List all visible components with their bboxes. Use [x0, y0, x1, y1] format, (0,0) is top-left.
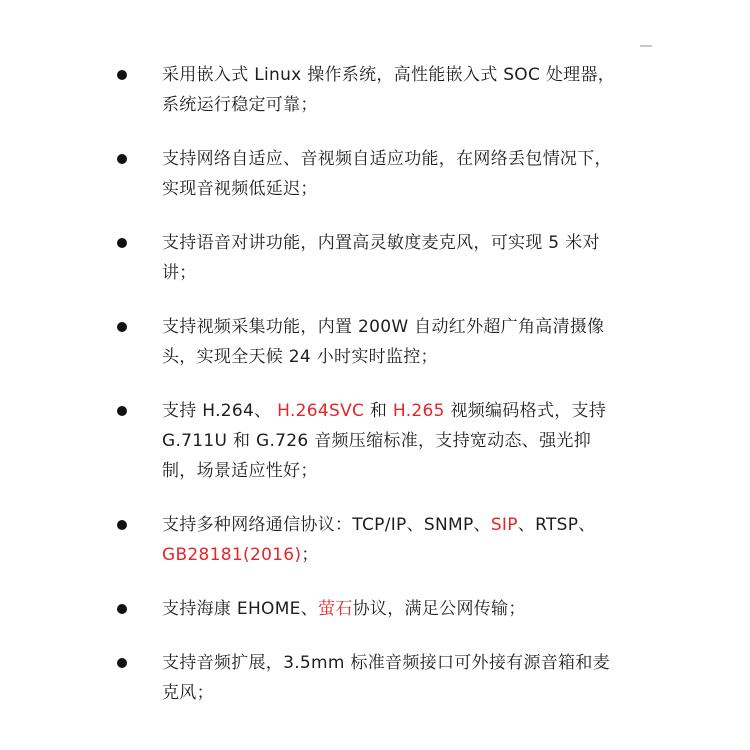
feature-item-codec — [0, 396, 620, 486]
feature-text: 支持语音对讲功能，内置高灵敏度麦克风，可实现 5 米对讲； — [162, 233, 600, 283]
feature-text: 支持视频采集功能，内置 200W 自动红外超广角高清摄像头，实现全天候 24 小时实时监控； — [162, 317, 605, 367]
highlighted-text: H.265 — [392, 401, 445, 421]
feature-text: 支持多种网络通信协议：TCP/IP、SNMP、 — [162, 515, 491, 535]
bullet-icon — [117, 406, 127, 416]
bullet-icon — [117, 658, 127, 668]
bullet-icon — [117, 322, 127, 332]
feature-text: 和 — [364, 401, 393, 421]
bullet-icon — [117, 520, 127, 530]
feature-item-intercom — [0, 228, 620, 288]
feature-item-audio-ext — [0, 648, 620, 708]
feature-item-ehome — [0, 594, 620, 624]
bullet-icon — [117, 238, 127, 248]
feature-item-os — [0, 60, 620, 120]
bullet-icon — [117, 604, 127, 614]
feature-text: 支持海康 EHOME、 — [162, 599, 319, 619]
highlighted-text: H.264SVC — [277, 401, 365, 421]
feature-text: 视频编码格式，支持 G.711U 和 G.726 音频压缩标准，支持宽动态、强光抑制，场景适应性好； — [162, 401, 607, 481]
feature-text: ； — [301, 545, 319, 565]
feature-text: 采用嵌入式 Linux 操作系统，高性能嵌入式 SOC 处理器，系统运行稳定可靠； — [162, 65, 616, 115]
highlighted-text: GB28181(2016) — [162, 545, 302, 565]
highlighted-text: SIP — [490, 515, 518, 535]
feature-list — [0, 60, 750, 732]
feature-item-protocols — [0, 510, 620, 570]
feature-item-video-capture — [0, 312, 620, 372]
highlighted-text: 萤石 — [318, 599, 353, 619]
bullet-icon — [117, 154, 127, 164]
scroll-marker — [640, 45, 652, 47]
feature-text: 、RTSP、 — [517, 515, 596, 535]
feature-text: 支持 H.264、 — [162, 401, 278, 421]
feature-item-adaptive — [0, 144, 620, 204]
feature-text: 支持音频扩展，3.5mm 标准音频接口可外接有源音箱和麦克风； — [162, 653, 610, 703]
bullet-icon — [117, 70, 127, 80]
feature-text: 协议，满足公网传输； — [352, 599, 526, 619]
feature-text: 支持网络自适应、音视频自适应功能，在网络丢包情况下，实现音视频低延迟； — [162, 149, 612, 199]
